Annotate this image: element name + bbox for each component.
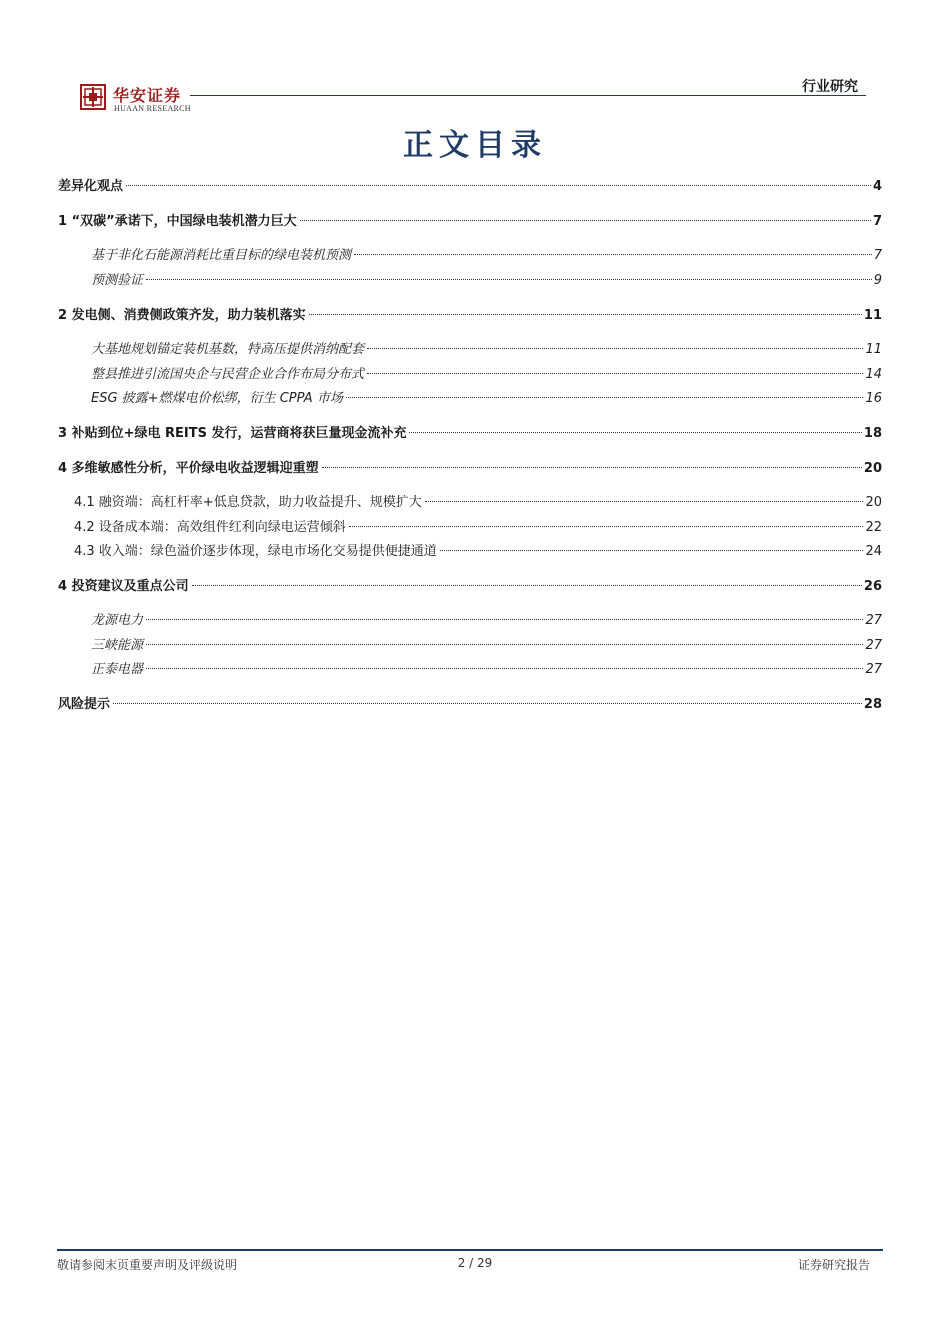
toc-entry[interactable] [58, 637, 882, 655]
toc-leader-dots [126, 185, 871, 186]
toc-entry-page: 9 [873, 273, 882, 288]
toc-entry[interactable] [58, 247, 882, 265]
toc-entry-page: 18 [863, 426, 882, 441]
toc-entry-page: 27 [865, 638, 882, 653]
footer-disclaimer: 敬请参阅末页重要声明及评级说明 [57, 1258, 238, 1272]
toc-entry-title: 4 多维敏感性分析，平价绿电收益逻辑迎重塑 [58, 461, 319, 476]
toc-entry-page: 20 [865, 495, 882, 510]
toc-leader-dots [349, 526, 864, 527]
toc-entry[interactable] [58, 213, 882, 231]
logo-english-text: HUAAN RESEARCH [114, 104, 191, 113]
toc-entry-title: 4.3 收入端：绿色溢价逐步体现，绿电市场化交易提供便捷通道 [74, 544, 437, 559]
toc-entry-title: 三峡能源 [91, 638, 144, 653]
toc-leader-dots [409, 432, 861, 433]
huaan-logo-icon [80, 84, 106, 110]
toc-entry-title: 1 “双碳”承诺下，中国绿电装机潜力巨大 [58, 214, 297, 229]
toc-entry[interactable] [58, 272, 882, 290]
toc-leader-dots [309, 314, 862, 315]
toc-leader-dots [113, 703, 862, 704]
toc-leader-dots [354, 254, 872, 255]
toc-entry[interactable] [58, 390, 882, 408]
toc-entry-title: ESG 披露+燃煤电价松绑，衍生 CPPA 市场 [91, 391, 343, 406]
toc-entry[interactable] [58, 178, 882, 196]
toc-entry-page: 16 [865, 391, 882, 406]
toc-entry-page: 27 [865, 613, 882, 628]
toc-entry-page: 26 [863, 579, 882, 594]
footer-report-type: 证券研究报告 [797, 1258, 870, 1272]
toc-entry-title: 基于非化石能源消耗比重目标的绿电装机预测 [91, 248, 352, 263]
report-category: 行业研究 [802, 79, 858, 95]
toc-entry[interactable] [58, 307, 882, 325]
toc-entry-page: 7 [872, 214, 882, 229]
toc-entry-page: 27 [865, 662, 882, 677]
toc-entry-title: 3 补贴到位+绿电 REITS 发行，运营商将获巨量现金流补充 [58, 426, 407, 441]
toc-entry[interactable] [58, 696, 882, 714]
toc-leader-dots [300, 220, 871, 221]
toc-entry-title: 4 投资建议及重点公司 [58, 579, 189, 594]
page-header [0, 0, 950, 120]
page-title: 正文目录 [403, 128, 547, 163]
toc-entry[interactable] [58, 460, 882, 478]
toc-leader-dots [346, 397, 864, 398]
toc-entry[interactable] [58, 612, 882, 630]
toc-leader-dots [146, 644, 863, 645]
toc-entry[interactable] [58, 661, 882, 679]
toc-entry-page: 22 [865, 520, 882, 535]
toc-entry-title: 龙源电力 [91, 613, 144, 628]
logo-chinese-text: 华安证券 [113, 86, 182, 105]
toc-entry-title: 大基地规划锚定装机基数，特高压提供消纳配套 [91, 342, 365, 357]
toc-entry[interactable] [58, 425, 882, 443]
toc-entry-title: 2 发电侧、消费侧政策齐发，助力装机落实 [58, 308, 306, 323]
toc-entry-title: 整县推进引流国央企与民营企业合作布局分布式 [91, 367, 365, 382]
toc-leader-dots [322, 467, 862, 468]
toc-entry-title: 差异化观点 [58, 179, 124, 194]
toc-entry-title: 4.2 设备成本端：高效组件红利向绿电运营倾斜 [74, 520, 346, 535]
toc-entry[interactable] [58, 366, 882, 384]
toc-entry-page: 7 [873, 248, 882, 263]
toc-entry-page: 24 [865, 544, 882, 559]
toc-entry-page: 11 [863, 308, 882, 323]
page-number: 2 / 29 [457, 1256, 493, 1270]
toc-leader-dots [192, 585, 862, 586]
toc-entry[interactable] [58, 341, 882, 359]
toc-entry-page: 11 [865, 342, 882, 357]
toc-entry-title: 4.1 融资端：高杠杆率+低息贷款，助力收益提升、规模扩大 [74, 495, 422, 510]
toc-leader-dots [146, 668, 863, 669]
toc-entry[interactable] [58, 519, 882, 537]
toc-entry[interactable] [58, 578, 882, 596]
toc-entry-page: 14 [865, 367, 882, 382]
toc-entry-title: 正泰电器 [91, 662, 144, 677]
header-divider [190, 95, 866, 96]
toc-leader-dots [440, 550, 864, 551]
toc-leader-dots [367, 373, 863, 374]
toc-entry-page: 20 [863, 461, 882, 476]
toc-leader-dots [425, 501, 864, 502]
toc-entry-title: 预测验证 [91, 273, 144, 288]
toc-entry-title: 风险提示 [58, 697, 111, 712]
toc-entry[interactable] [58, 543, 882, 561]
footer-divider [57, 1249, 883, 1251]
toc-leader-dots [367, 348, 863, 349]
toc-entry-page: 28 [863, 697, 882, 712]
toc-entry[interactable] [58, 494, 882, 512]
toc-leader-dots [146, 279, 872, 280]
toc-entry-page: 4 [872, 179, 882, 194]
toc-leader-dots [146, 619, 863, 620]
